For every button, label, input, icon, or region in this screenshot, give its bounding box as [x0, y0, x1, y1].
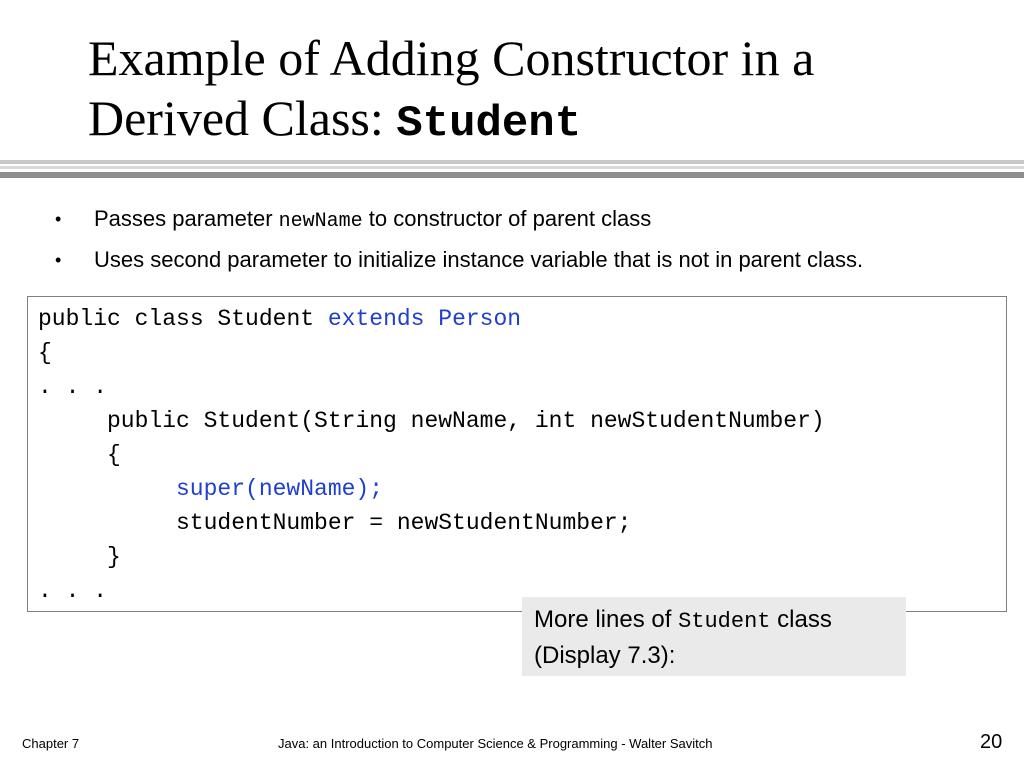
- bullet-list: [55, 200, 863, 279]
- slide-number: 20: [980, 731, 1003, 753]
- title-line-1: Example of Adding Constructor in a: [88, 30, 815, 86]
- title-line-2-text: Derived Class:: [88, 90, 397, 146]
- callout-text: (Display 7.3):: [534, 642, 676, 669]
- bullet-code: newName: [278, 210, 363, 233]
- bullet-text: Passes parameter: [94, 206, 279, 231]
- title-divider-top: [0, 160, 1024, 164]
- code-line: {: [38, 340, 52, 366]
- code-line: [38, 302, 521, 336]
- code-line: . . .: [38, 578, 108, 604]
- bullet-dot-icon: •: [55, 209, 62, 229]
- bullet-dot-icon: •: [55, 250, 62, 270]
- code-line: . . .: [38, 374, 108, 400]
- callout-code: Student: [678, 609, 771, 634]
- code-line: studentNumber = newStudentNumber;: [176, 510, 632, 536]
- title-divider-bottom: [0, 172, 1024, 178]
- bullet-text: Uses second parameter to initialize instance variable that is not in parent class.: [94, 247, 864, 272]
- code-text: public class Student: [38, 306, 328, 332]
- bullet-text: to constructor of parent class: [362, 206, 652, 231]
- callout-text: More lines of: [534, 606, 679, 633]
- code-box: [27, 296, 1007, 612]
- title-divider-middle: [0, 166, 1024, 169]
- code-line: }: [107, 544, 121, 570]
- slide-title: [88, 28, 814, 154]
- callout-note: [522, 597, 906, 676]
- bullet-item: [55, 241, 863, 279]
- footer-book-title: Java: an Introduction to Computer Science & Programming - Walter Savitch: [278, 736, 713, 751]
- code-line: public Student(String newName, int newStudentNumber): [107, 408, 825, 434]
- code-line: {: [107, 442, 121, 468]
- bullet-item: [55, 200, 863, 241]
- code-line-super-call: super(newName);: [176, 476, 384, 502]
- footer-chapter: Chapter 7: [22, 736, 80, 751]
- code-keyword: extends Person: [327, 306, 522, 332]
- title-class-name: Student: [396, 99, 582, 149]
- callout-text: class: [770, 606, 832, 633]
